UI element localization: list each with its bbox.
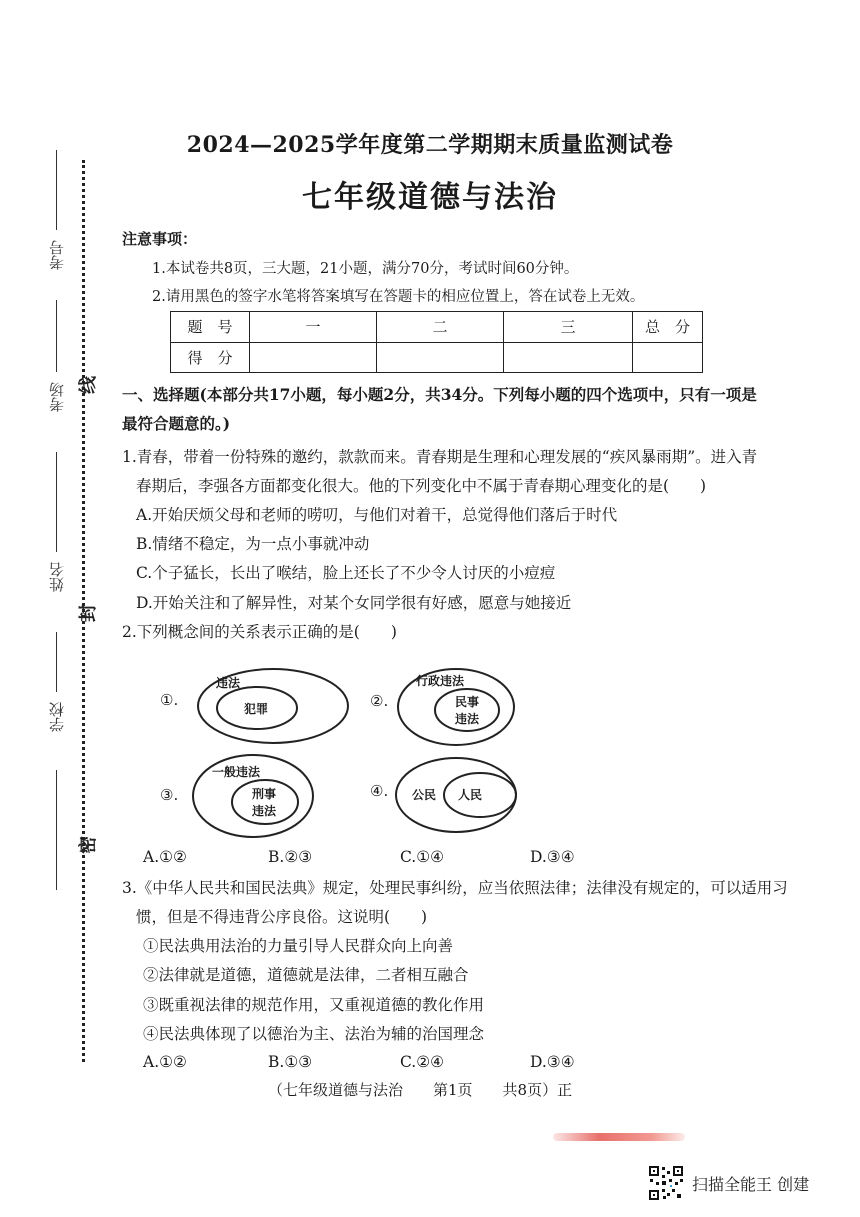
q3-statement-3: ③既重视法律的规范作用，又重视道德的教化作用 <box>143 996 485 1014</box>
q3-stem-line2: 惯，但是不得违背公序良俗。这说明( ) <box>136 908 428 926</box>
blank-line-name <box>56 452 57 552</box>
subject-title: 七年级道德与法治 <box>302 180 558 215</box>
q1-option-d: D.开始关注和了解异性，对某个女同学很有好感，愿意与她接近 <box>136 594 572 612</box>
q3-option-a: A.①② <box>143 1053 187 1071</box>
q1-stem-line2: 春期后，李强各方面都变化很大。他的下列变化中不属于青春期心理变化的是( ) <box>136 477 707 495</box>
margin-label-room: 考场 <box>48 382 66 412</box>
q2-option-d: D.③④ <box>530 848 575 866</box>
blank-line-extra <box>56 770 57 890</box>
venn-2-number: ②. <box>370 692 389 710</box>
blank-line-school <box>56 632 57 692</box>
venn-4-number: ④. <box>370 782 389 800</box>
q3-option-d: D.③④ <box>530 1053 575 1071</box>
page-footer: （七年级道德与法治 第1页 共8页）正 <box>268 1081 573 1099</box>
venn-2-inner-label-2: 违法 <box>455 712 480 726</box>
score-table-score-row <box>171 342 703 373</box>
score-table-header-row <box>171 312 703 343</box>
seal-char-line: 线 <box>78 376 99 394</box>
q3-statement-2: ②法律就是道德，道德就是法律，二者相互融合 <box>143 966 469 984</box>
score-cell-blank-4 <box>633 342 703 373</box>
q2-stem: 2.下列概念间的关系表示正确的是( ) <box>122 623 397 641</box>
pink-marker-stroke <box>553 1133 685 1141</box>
qr-code-icon <box>648 1165 684 1201</box>
venn-4-outer-label: 公民 <box>412 788 437 802</box>
venn-3-inner-label-2: 违法 <box>252 804 277 818</box>
section1-instructions-line1: 一、选择题(本部分共17小题，每小题2分，共34分。下列每小题的四个选项中，只有一项是 <box>122 385 757 404</box>
venn-diagram-3 <box>160 752 320 842</box>
q3-stem-line1: 3.《中华人民共和国民法典》规定，处理民事纠纷，应当依照法律；法律没有规定的，可以适用习 <box>122 879 788 897</box>
margin-label-number: 考号 <box>48 240 66 270</box>
q1-option-b: B.情绪不稳定，为一点小事就冲动 <box>136 535 370 553</box>
notes-heading: 注意事项： <box>122 230 198 248</box>
q3-option-c: C.②④ <box>400 1053 445 1071</box>
score-cell-part1: 一 <box>250 312 377 343</box>
venn-4-shapes <box>370 755 530 835</box>
venn-3-inner-label-1: 刑事 <box>252 787 277 801</box>
score-table <box>170 311 703 373</box>
blank-line-room <box>56 300 57 372</box>
score-cell-total: 总 分 <box>633 312 703 343</box>
venn-4-inner-label: 人民 <box>458 788 483 802</box>
venn-1-outer-label: 违法 <box>216 676 241 690</box>
scanner-brand-watermark: 扫描全能王 创建 <box>692 1175 810 1194</box>
q2-option-c: C.①④ <box>400 848 445 866</box>
venn-3-number: ③. <box>160 786 179 804</box>
venn-diagram-2 <box>370 664 530 750</box>
q3-statement-4: ④民法典体现了以德治为主、法治为辅的治国理念 <box>143 1025 485 1043</box>
q1-option-a: A.开始厌烦父母和老师的唠叨，与他们对着干，总觉得他们落后于时代 <box>136 506 618 524</box>
q2-option-a: A.①② <box>143 848 187 866</box>
score-cell-part3: 三 <box>504 312 633 343</box>
score-cell-blank-1 <box>250 342 377 373</box>
venn-2-outer-label: 行政违法 <box>416 674 465 688</box>
seal-char-close: 密 <box>78 836 99 854</box>
q1-stem-line1: 1.青春，带着一份特殊的邀约，款款而来。青春期是生理和心理发展的“疾风暴雨期”。进入青 <box>122 448 758 466</box>
venn-diagram-1 <box>160 666 350 746</box>
venn-diagram-4 <box>370 755 530 835</box>
score-cell-part2: 二 <box>377 312 504 343</box>
venn-3-outer-label: 一般违法 <box>212 765 261 779</box>
q3-statement-1: ①民法典用法治的力量引导人民群众向上向善 <box>143 937 454 955</box>
score-cell-blank-2 <box>377 342 504 373</box>
q3-option-b: B.①③ <box>268 1053 313 1071</box>
exam-title: 2024—2025学年度第二学期期末质量监测试卷 <box>186 132 674 158</box>
section1-instructions-line2: 最符合题意的。) <box>122 414 231 433</box>
venn-2-inner-label-1: 民事 <box>455 695 480 709</box>
seal-char-seal: 封 <box>78 604 99 622</box>
score-cell-score-label: 得 分 <box>171 342 250 373</box>
score-cell-blank-3 <box>504 342 633 373</box>
q1-option-c: C.个子猛长，长出了喉结，脸上还长了不少令人讨厌的小痘痘 <box>136 564 556 582</box>
q2-option-b: B.②③ <box>268 848 313 866</box>
venn-1-inner-label: 犯罪 <box>244 702 269 716</box>
margin-label-name: 姓名 <box>48 562 66 592</box>
margin-label-school: 学校 <box>48 702 66 732</box>
note-item-2: 2.请用黑色的签字水笔将答案填写在答题卡的相应位置上，答在试卷上无效。 <box>152 289 645 305</box>
venn-1-number: ①. <box>160 691 179 709</box>
note-item-1: 1.本试卷共8页，三大题，21小题，满分70分，考试时间60分钟。 <box>152 261 579 277</box>
score-cell-label: 题 号 <box>171 312 250 343</box>
